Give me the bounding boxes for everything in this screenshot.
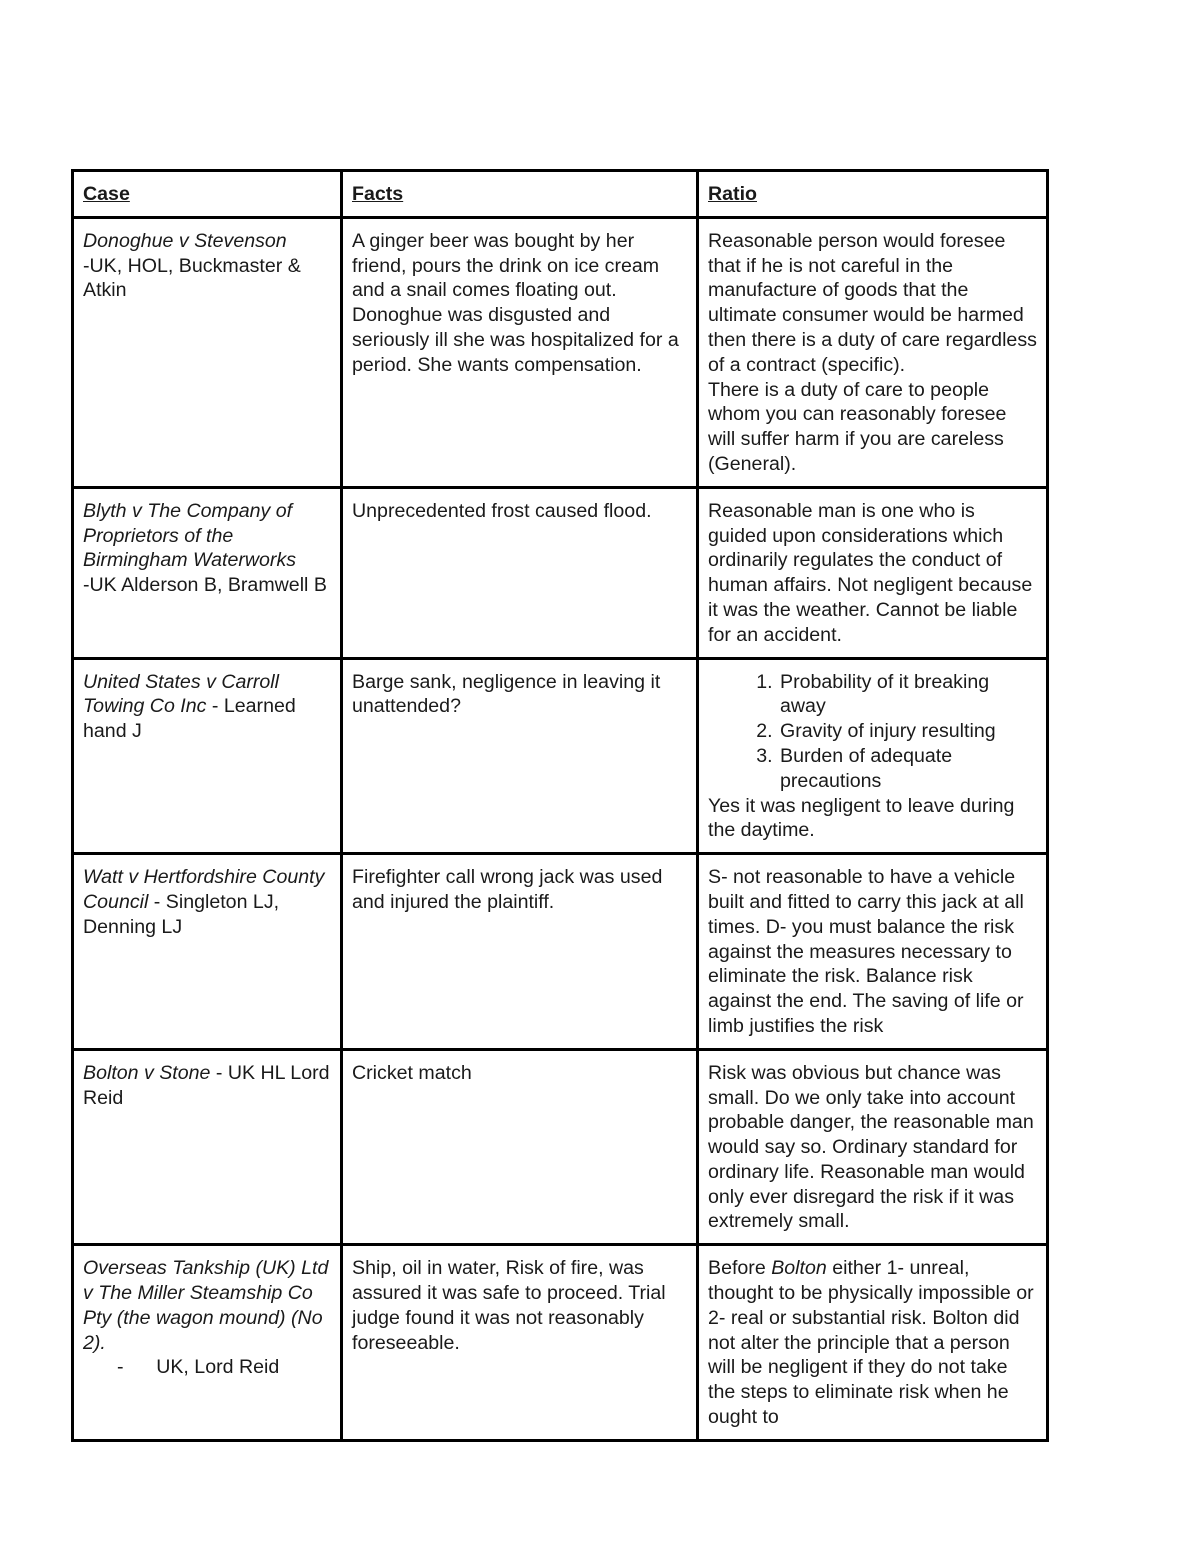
ratio-factor-list <box>708 670 1038 794</box>
list-item: 3. Burden of adequate precautions <box>778 744 1038 794</box>
facts-cell <box>342 487 698 658</box>
facts-text: Cricket match <box>352 1061 472 1084</box>
case-detail: - Learned hand J <box>83 695 296 743</box>
ratio-cell <box>698 658 1048 854</box>
header-facts: Facts <box>352 183 404 205</box>
facts-text: Firefighter call wrong jack was used and injured the plaintiff. <box>352 866 663 913</box>
header-case-cell <box>73 171 342 218</box>
ratio-text: There is a duty of care to people whom you can reasonably foresee will suffer harm if you are careless (General). <box>708 378 1007 475</box>
table-row <box>73 217 1048 487</box>
facts-cell <box>342 1049 698 1245</box>
facts-cell <box>342 658 698 854</box>
case-name: United States v Carroll Towing Co Inc <box>83 670 280 718</box>
table-header-row <box>73 171 1048 218</box>
facts-text: Barge sank, negligence in leaving it unattended? <box>352 670 661 718</box>
case-detail: - UK, Lord Reid <box>117 1356 280 1379</box>
facts-cell <box>342 217 698 487</box>
ratio-cell <box>698 487 1048 658</box>
case-detail: - UK HL Lord Reid <box>83 1061 330 1109</box>
case-detail: -UK Alderson B, Bramwell B <box>83 574 327 597</box>
ratio-cell <box>698 854 1048 1050</box>
header-ratio: Ratio <box>708 183 757 205</box>
case-name: Watt v Hertfordshire County Council <box>83 866 325 913</box>
table-row <box>73 854 1048 1050</box>
header-case: Case <box>83 183 130 205</box>
ratio-cell <box>698 217 1048 487</box>
ratio-text: Risk was obvious but chance was small. Do we only take into account probable danger, the reasonable man would say so. Ordinary standard for ordinary life. Reasonable man would only ever disregard the risk if it was extremely small. <box>708 1061 1034 1233</box>
table-row <box>73 1245 1048 1441</box>
ratio-text-post: either 1- unreal, thought to be physically impossible or 2- real or substantial risk. Bolton did not alter the principle that a person will be negligent if they do not take the steps to eliminate risk when he ought to <box>708 1257 1034 1429</box>
case-cell <box>73 487 342 658</box>
facts-cell <box>342 1245 698 1441</box>
case-name: Blyth v The Company of Proprietors of the Birmingham Waterworks <box>83 499 297 572</box>
ratio-text: Reasonable person would foresee that if he is not careful in the manufacture of goods that the ultimate consumer would be harmed then there is a duty of care regardless of a contract (specific). <box>708 229 1037 376</box>
facts-text: Ship, oil in water, Risk of fire, was assured it was safe to proceed. Trial judge found it was not reasonably foreseeable. <box>352 1257 666 1354</box>
list-item: 2. Gravity of injury resulting <box>778 719 1038 744</box>
facts-text: Unprecedented frost caused flood. <box>352 499 652 522</box>
header-facts-cell <box>342 171 698 218</box>
ratio-text-pre: Before <box>708 1257 772 1280</box>
facts-cell <box>342 854 698 1050</box>
case-name: Overseas Tankship (UK) Ltd v The Miller Steamship Co Pty (the wagon mound) (No 2). <box>83 1257 329 1354</box>
case-cell <box>73 1049 342 1245</box>
case-table <box>71 169 1049 1442</box>
table-row <box>73 658 1048 854</box>
table-row <box>73 487 1048 658</box>
ratio-cell <box>698 1245 1048 1441</box>
case-cell <box>73 1245 342 1441</box>
header-ratio-cell <box>698 171 1048 218</box>
ratio-text: Yes it was negligent to leave during the daytime. <box>708 794 1015 842</box>
case-cell <box>73 217 342 487</box>
case-detail: -UK, HOL, Buckmaster & Atkin <box>83 254 301 302</box>
ratio-cell <box>698 1049 1048 1245</box>
case-cell <box>73 854 342 1050</box>
table-row <box>73 1049 1048 1245</box>
case-name: Donoghue v Stevenson <box>83 229 287 252</box>
case-cell <box>73 658 342 854</box>
facts-text: A ginger beer was bought by her friend, pours the drink on ice cream and a snail comes floating out. Donoghue was disgusted and seriously ill she was hospitalized for a period. She wants compensation. <box>352 229 679 376</box>
case-detail: - Singleton LJ, Denning LJ <box>83 890 280 938</box>
list-item: 1. Probability of it breaking away <box>778 670 1038 720</box>
ratio-text: S- not reasonable to have a vehicle built and fitted to carry this jack at all times. D- you must balance the risk against the measures necessary to eliminate the risk. Balance risk against the end. The saving of life or limb justifies the risk <box>708 866 1024 1037</box>
case-name: Bolton v Stone <box>83 1061 211 1084</box>
ratio-text: Reasonable man is one who is guided upon considerations which ordinarily regulates the conduct of human affairs. Not negligent because it was the weather. Cannot be liable for an accident. <box>708 499 1033 646</box>
ratio-text-emphasis: Bolton <box>771 1257 827 1280</box>
